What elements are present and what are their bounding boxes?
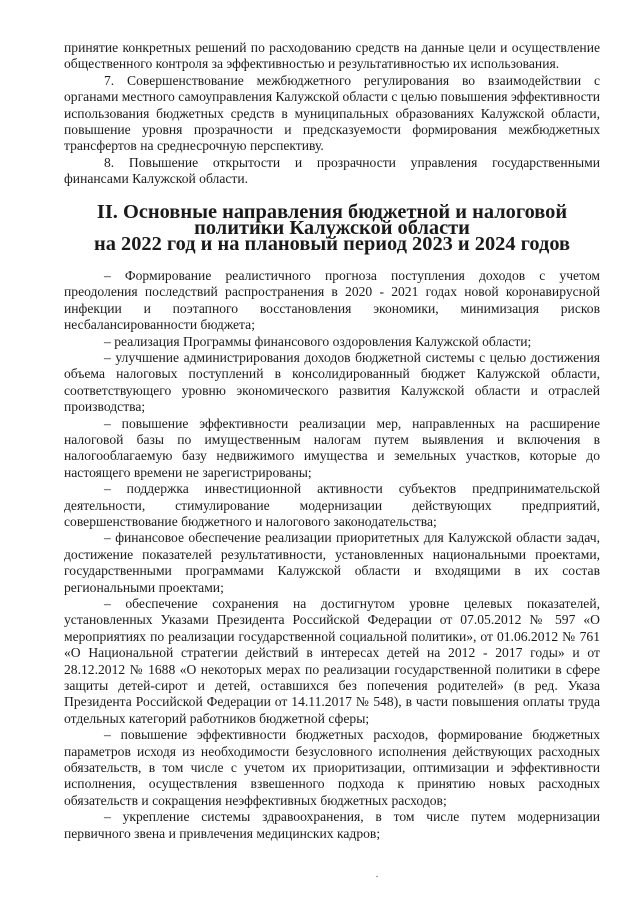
list-item: – улучшение администрирования доходов бюджетной системы с целью достижения объема налоговых поступлений в консолидированный бюджет Калужской области, соответствующего уровню экономического развития Калужской области и отраслей производства; [64,349,600,415]
list-item: – реализация Программы финансового оздоровления Калужской области; [104,333,532,349]
list-item: – укрепление системы здравоохранения, в том числе путем модернизации первичного звена и привлечения медицинских кадров; [64,809,600,841]
paragraph-continuation: принятие конкретных решений по расходованию средств на данные цели и осуществление общественного контроля за эффективностью и результативностью их использования. [64,40,600,72]
list-item: – поддержка инвестиционной активности субъектов предпринимательской деятельности, стимулирование модернизации действующих предприятий, совершенствование бюджетного и налогового законодательства; [64,481,600,529]
list-item: – Формирование реалистичного прогноза поступления доходов с учетом преодоления последствий распространения в 2020 - 2021 годах новой коронавирусной инфекции и поэтапного восстановления экономики, минимизация рисков несбалансированности бюджета; [64,267,600,333]
list-item: – финансовое обеспечение реализации приоритетных для Калужской области задач, достижение показателей результативности, установленных национальными проектами, государственными программами Калужской области и входящими в их состав региональными проектами; [64,530,600,595]
section-heading [64,188,600,268]
scan-speck [376,876,378,877]
list-item: – обеспечение сохранения на достигнутом уровне целевых показателей, установленных Указами Президента Российской Федерации от 07.05.2012 № 597 «О мероприятиях по реализации государственной социальной политики», от 01.06.2012 № 761 «О Национальной стратегии действий в интересах детей на 2012 - 2017 годы» и от 28.12.2012 № 1688 «О некоторых мерах по реализации государственной политики в сфере защиты детей-сирот и детей, оставшихся без попечения родителей» (в ред. Указа Президента Российской Федерации от 14.11.2017 № 548), в части повышения оплаты труда отдельных категорий работников бюджетной сферы; [64,596,600,726]
document-page [64,40,600,842]
list-item: – повышение эффективности бюджетных расходов, формирование бюджетных параметров исходя из необходимости безусловного исполнения действующих расходных обязательств, в том числе с учетом их приоритизации, оптимизации и эффективности исполнения, осуществления взвешенного подхода к принятию новых расходных обязательств и сокращения неэффективных бюджетных расходов; [64,727,600,808]
section-heading-line1: II. Основные направления бюджетной и налоговой политики Калужской области [96,200,568,240]
paragraph-item-7: 7. Совершенствование межбюджетного регулирования во взаимодействии с органами местного самоуправления Калужской области с целью повышения эффективности использования бюджетных средств в муниципальных образованиях Калужской области, повышение уровня прозрачности и предсказуемости формирования межбюджетных трансфертов на среднесрочную перспективу. [64,72,601,154]
paragraph-item-8: 8. Повышение открытости и прозрачности управления государственными финансами Калужской области. [64,154,600,187]
list-item: – повышение эффективности реализации мер, направленных на расширение налоговой базы по имущественным налогам путем выявления и включения в налогооблагаемую базу недвижимого имущества и земельных участков, которые до настоящего времени не зарегистрированы; [64,415,600,480]
section-heading-line2: на 2022 год и на плановый период 2023 и 2024 годов [93,233,571,256]
